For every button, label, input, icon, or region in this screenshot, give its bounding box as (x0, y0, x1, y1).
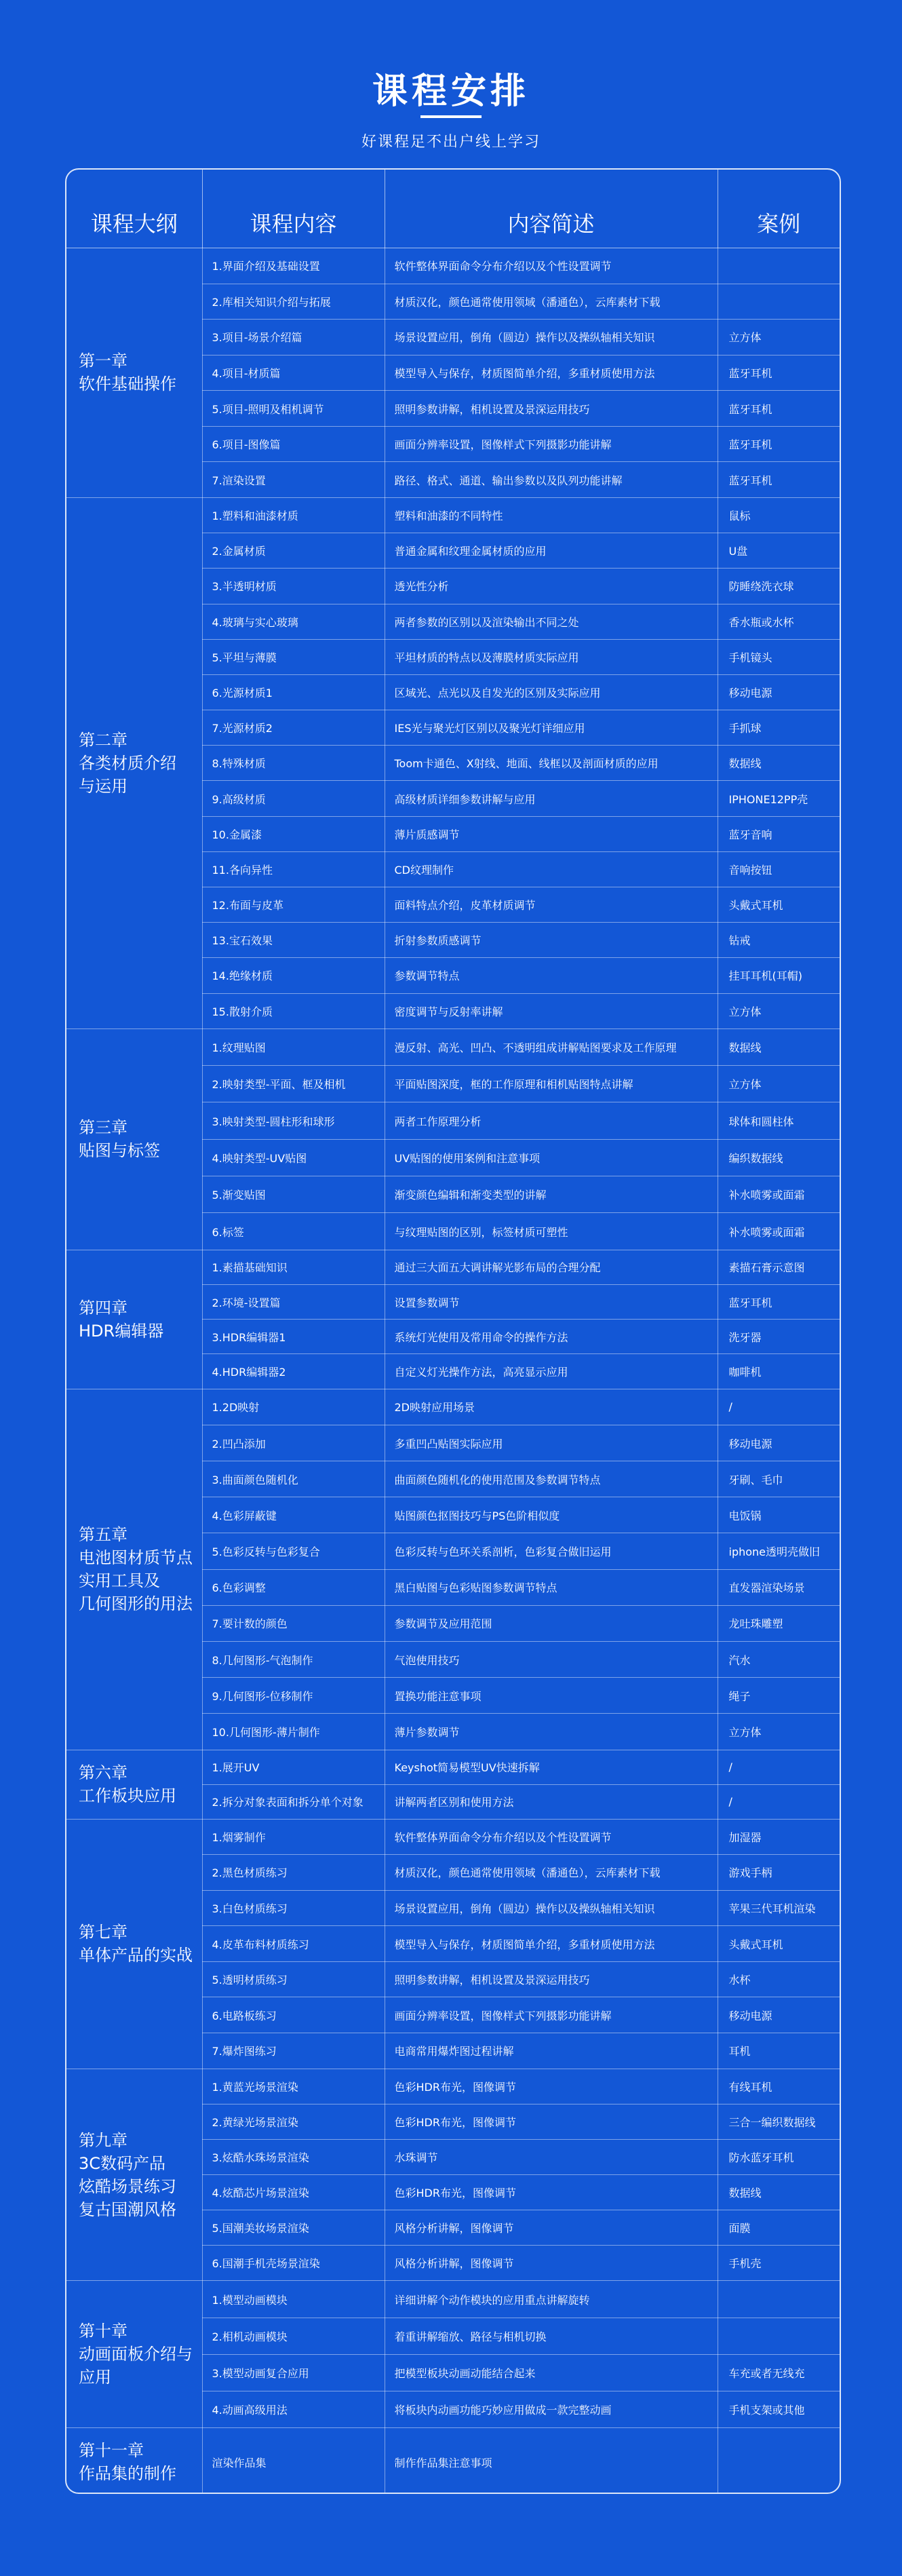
lesson-case-cell (718, 2428, 840, 2494)
lesson-content-cell: 2.环境-设置篇 (202, 1284, 385, 1319)
lesson-content-cell: 2.金属材质 (202, 533, 385, 569)
lesson-summary-cell: 面料特点介绍，皮革材质调节 (385, 887, 718, 923)
lesson-summary-cell: 着重讲解缩放、路径与相机切换 (385, 2318, 718, 2354)
lesson-summary-cell: 风格分析讲解，图像调节 (385, 2210, 718, 2246)
lesson-content-cell: 6.色彩调整 (202, 1569, 385, 1605)
lesson-content-cell: 4.玻璃与实心玻璃 (202, 604, 385, 639)
page-title: 课程安排 (372, 71, 530, 112)
lesson-content-cell: 1.烟雾制作 (202, 1819, 385, 1855)
lesson-content-cell: 2.凹凸添加 (202, 1425, 385, 1461)
chapter-title-line: 应用 (79, 2368, 111, 2387)
lesson-case-cell: 补水喷雾或面霜 (718, 1176, 840, 1213)
lesson-summary-cell: 高级材质详细参数讲解与应用 (385, 781, 718, 816)
chapter-title-line: 第四章 (79, 1298, 128, 1318)
lesson-case-cell: 移动电源 (718, 1425, 840, 1461)
lesson-content-cell: 1.纹理贴图 (202, 1029, 385, 1065)
lesson-summary-cell: 两者工作原理分析 (385, 1102, 718, 1139)
lesson-case-cell: 防睡绕洗衣球 (718, 569, 840, 604)
lesson-summary-cell: 讲解两者区别和使用方法 (385, 1784, 718, 1819)
lesson-summary-cell: 通过三大面五大调讲解光影布局的合理分配 (385, 1250, 718, 1284)
lesson-summary-cell: 贴图颜色抠图技巧与PS色阶相似度 (385, 1497, 718, 1533)
lesson-summary-cell: 设置参数调节 (385, 1284, 718, 1319)
table-body (66, 248, 840, 2495)
chapter-title-line: 3C数码产品 (79, 2153, 166, 2173)
table-header-row (66, 170, 840, 248)
lesson-content-cell: 15.散射介质 (202, 993, 385, 1029)
lesson-case-cell: 鼠标 (718, 497, 840, 533)
lesson-case-cell (718, 284, 840, 320)
lesson-case-cell: / (718, 1784, 840, 1819)
lesson-summary-cell: 曲面颜色随机化的使用范围及参数调节特点 (385, 1461, 718, 1497)
table-row (66, 1029, 840, 1065)
table-row (66, 2281, 840, 2318)
lesson-content-cell: 3.模型动画复合应用 (202, 2354, 385, 2391)
lesson-case-cell: 蓝牙耳机 (718, 1284, 840, 1319)
lesson-summary-cell: 照明参数讲解，相机设置及景深运用技巧 (385, 391, 718, 427)
lesson-case-cell: 汽水 (718, 1642, 840, 1678)
course-table-card (65, 168, 841, 2494)
lesson-content-cell: 6.光源材质1 (202, 674, 385, 710)
chapter-title-cell (66, 1029, 202, 1250)
lesson-summary-cell: 画面分辨率设置，图像样式下列摄影功能讲解 (385, 426, 718, 462)
lesson-content-cell: 1.塑料和油漆材质 (202, 497, 385, 533)
lesson-content-cell: 8.特殊材质 (202, 746, 385, 781)
lesson-content-cell: 7.爆炸图练习 (202, 2033, 385, 2069)
lesson-content-cell: 13.宝石效果 (202, 923, 385, 958)
lesson-case-cell: 移动电源 (718, 1997, 840, 2033)
lesson-content-cell: 7.渲染设置 (202, 462, 385, 498)
lesson-summary-cell: 参数调节特点 (385, 958, 718, 993)
lesson-content-cell: 11.各向异性 (202, 851, 385, 887)
lesson-content-cell: 10.几何图形-薄片制作 (202, 1714, 385, 1750)
chapter-title-cell (66, 2069, 202, 2281)
lesson-case-cell: 直发器渲染场景 (718, 1569, 840, 1605)
chapter-title-line: 工作板块应用 (79, 1786, 176, 1806)
lesson-case-cell: 香水瓶或水杯 (718, 604, 840, 639)
chapter-title-line: 各类材质介绍 (79, 753, 176, 773)
lesson-content-cell: 5.色彩反转与色彩复合 (202, 1533, 385, 1569)
table-row (66, 1389, 840, 1425)
lesson-summary-cell: 路径、格式、通道、输出参数以及队列功能讲解 (385, 462, 718, 498)
lesson-case-cell: 蓝牙音响 (718, 816, 840, 851)
lesson-case-cell: 游戏手柄 (718, 1855, 840, 1891)
lesson-summary-cell: 电商常用爆炸图过程讲解 (385, 2033, 718, 2069)
lesson-case-cell: 咖啡机 (718, 1354, 840, 1389)
lesson-content-cell: 2.映射类型-平面、框及相机 (202, 1066, 385, 1102)
lesson-content-cell: 5.渐变贴图 (202, 1176, 385, 1213)
lesson-summary-cell: 材质汉化，颜色通常使用领域（潘通色），云库素材下载 (385, 284, 718, 320)
lesson-summary-cell: 场景设置应用，倒角（圆边）操作以及操纵轴相关知识 (385, 320, 718, 355)
lesson-summary-cell: 平面贴图深度，框的工作原理和相机贴图特点讲解 (385, 1066, 718, 1102)
lesson-summary-cell: 水珠调节 (385, 2139, 718, 2174)
lesson-case-cell: 蓝牙耳机 (718, 426, 840, 462)
lesson-case-cell: 数据线 (718, 1029, 840, 1065)
lesson-summary-cell: 薄片质感调节 (385, 816, 718, 851)
chapter-title-cell (66, 1389, 202, 1750)
lesson-case-cell: 素描石膏示意图 (718, 1250, 840, 1284)
lesson-summary-cell: 漫反射、高光、凹凸、不透明组成讲解贴图要求及工作原理 (385, 1029, 718, 1065)
chapter-title-line: 第十章 (79, 2322, 128, 2341)
lesson-summary-cell: 把模型板块动画动能结合起来 (385, 2354, 718, 2391)
lesson-content-cell: 6.电路板练习 (202, 1997, 385, 2033)
lesson-content-cell: 1.黄蓝光场景渲染 (202, 2069, 385, 2104)
lesson-case-cell: 蓝牙耳机 (718, 391, 840, 427)
lesson-summary-cell: 照明参数讲解，相机设置及景深运用技巧 (385, 1961, 718, 1997)
lesson-summary-cell: 两者参数的区别以及渲染输出不同之处 (385, 604, 718, 639)
lesson-content-cell: 12.布面与皮革 (202, 887, 385, 923)
lesson-content-cell: 2.库相关知识介绍与拓展 (202, 284, 385, 320)
lesson-content-cell: 1.2D映射 (202, 1389, 385, 1425)
lesson-case-cell (718, 2318, 840, 2354)
lesson-summary-cell: 薄片参数调节 (385, 1714, 718, 1750)
lesson-case-cell: 音响按钮 (718, 851, 840, 887)
lesson-summary-cell: 气泡使用技巧 (385, 1642, 718, 1678)
lesson-summary-cell: 模型导入与保存，材质图简单介绍，多重材质使用方法 (385, 1926, 718, 1962)
lesson-content-cell: 5.项目-照明及相机调节 (202, 391, 385, 427)
lesson-content-cell: 1.展开UV (202, 1750, 385, 1784)
lesson-content-cell: 4.炫酷芯片场景渲染 (202, 2175, 385, 2210)
lesson-summary-cell: 塑料和油漆的不同特性 (385, 497, 718, 533)
lesson-summary-cell: 渐变颜色编辑和渐变类型的讲解 (385, 1176, 718, 1213)
lesson-case-cell: 编织数据线 (718, 1139, 840, 1176)
lesson-content-cell: 1.模型动画模块 (202, 2281, 385, 2318)
lesson-case-cell: 移动电源 (718, 674, 840, 710)
lesson-content-cell: 6.国潮手机壳场景渲染 (202, 2246, 385, 2281)
chapter-title-line: 与运用 (79, 776, 128, 796)
chapter-title-cell (66, 497, 202, 1029)
column-header-outline: 课程大纲 (66, 170, 202, 248)
lesson-case-cell: 立方体 (718, 320, 840, 355)
lesson-summary-cell: UV贴图的使用案例和注意事项 (385, 1139, 718, 1176)
chapter-title-cell (66, 1750, 202, 1819)
lesson-case-cell: 立方体 (718, 1714, 840, 1750)
lesson-case-cell: IPHONE12PP壳 (718, 781, 840, 816)
lesson-case-cell: 牙刷、毛巾 (718, 1461, 840, 1497)
lesson-summary-cell: 多重凹凸贴图实际应用 (385, 1425, 718, 1461)
lesson-summary-cell: 自定义灯光操作方法，高亮显示应用 (385, 1354, 718, 1389)
lesson-content-cell: 4.色彩屏蔽键 (202, 1497, 385, 1533)
lesson-summary-cell: 将板块内动画功能巧妙应用做成一款完整动画 (385, 2391, 718, 2428)
lesson-content-cell: 8.几何图形-气泡制作 (202, 1642, 385, 1678)
lesson-case-cell: 球体和圆柱体 (718, 1102, 840, 1139)
chapter-title-cell (66, 2281, 202, 2428)
lesson-summary-cell: 软件整体界面命令分布介绍以及个性设置调节 (385, 248, 718, 284)
lesson-content-cell: 14.绝缘材质 (202, 958, 385, 993)
lesson-content-cell: 10.金属漆 (202, 816, 385, 851)
column-header-case: 案例 (718, 170, 840, 248)
lesson-case-cell: 钻戒 (718, 923, 840, 958)
lesson-summary-cell: 密度调节与反射率讲解 (385, 993, 718, 1029)
lesson-case-cell: 龙吐珠雕塑 (718, 1605, 840, 1641)
lesson-content-cell: 4.动画高级用法 (202, 2391, 385, 2428)
lesson-content-cell: 5.国潮美妆场景渲染 (202, 2210, 385, 2246)
chapter-title-cell (66, 1250, 202, 1389)
lesson-case-cell: 挂耳耳机(耳帽) (718, 958, 840, 993)
lesson-content-cell: 3.炫酷水珠场景渲染 (202, 2139, 385, 2174)
chapter-title-line: 第十一章 (79, 2441, 144, 2461)
chapter-title-line: 第六章 (79, 1763, 128, 1783)
lesson-summary-cell: IES光与聚光灯区别以及聚光灯详细应用 (385, 710, 718, 746)
lesson-case-cell: 水杯 (718, 1961, 840, 1997)
lesson-content-cell: 5.透明材质练习 (202, 1961, 385, 1997)
lesson-case-cell: / (718, 1389, 840, 1425)
lesson-summary-cell: 平坦材质的特点以及薄膜材质实际应用 (385, 639, 718, 674)
lesson-content-cell: 4.皮革布料材质练习 (202, 1926, 385, 1962)
table-row (66, 2069, 840, 2104)
lesson-summary-cell: 普通金属和纹理金属材质的应用 (385, 533, 718, 569)
lesson-summary-cell: 软件整体界面命令分布介绍以及个性设置调节 (385, 1819, 718, 1855)
chapter-title-line: 第三章 (79, 1118, 128, 1138)
chapter-title-line: 第九章 (79, 2130, 128, 2150)
lesson-content-cell: 9.几何图形-位移制作 (202, 1678, 385, 1714)
lesson-case-cell: 数据线 (718, 2175, 840, 2210)
lesson-summary-cell: 色彩HDR布光，图像调节 (385, 2069, 718, 2104)
lesson-content-cell: 3.半透明材质 (202, 569, 385, 604)
lesson-case-cell: iphone透明壳做旧 (718, 1533, 840, 1569)
chapter-title-line: 电池图材质节点 (79, 1548, 193, 1568)
lesson-summary-cell: 2D映射应用场景 (385, 1389, 718, 1425)
chapter-title-line: HDR编辑器 (79, 1321, 164, 1341)
lesson-case-cell: 防水蓝牙耳机 (718, 2139, 840, 2174)
lesson-content-cell: 4.项目-材质篇 (202, 355, 385, 391)
lesson-case-cell: U盘 (718, 533, 840, 569)
chapter-title-line: 单体产品的实战 (79, 1946, 193, 1965)
lesson-case-cell: 数据线 (718, 746, 840, 781)
chapter-title-line: 动画面板介绍与 (79, 2345, 193, 2364)
lesson-content-cell: 2.相机动画模块 (202, 2318, 385, 2354)
lesson-case-cell: / (718, 1750, 840, 1784)
lesson-summary-cell: 色彩反转与色环关系剖析，色彩复合做旧运用 (385, 1533, 718, 1569)
lesson-case-cell: 立方体 (718, 1066, 840, 1102)
lesson-case-cell: 车充或者无线充 (718, 2354, 840, 2391)
chapter-title-cell (66, 1819, 202, 2069)
lesson-summary-cell: 参数调节及应用范围 (385, 1605, 718, 1641)
chapter-title-cell (66, 2428, 202, 2494)
lesson-content-cell: 2.拆分对象表面和拆分单个对象 (202, 1784, 385, 1819)
lesson-case-cell: 绳子 (718, 1678, 840, 1714)
table-row (66, 248, 840, 284)
page-subtitle: 好课程足不出户线上学习 (361, 134, 541, 151)
chapter-title-line: 第一章 (79, 351, 128, 371)
lesson-content-cell: 4.映射类型-UV贴图 (202, 1139, 385, 1176)
lesson-content-cell: 6.项目-图像篇 (202, 426, 385, 462)
lesson-summary-cell: 场景设置应用，倒角（圆边）操作以及操纵轴相关知识 (385, 1890, 718, 1926)
lesson-case-cell: 电饭锅 (718, 1497, 840, 1533)
lesson-summary-cell: Keyshot简易模型UV快速拆解 (385, 1750, 718, 1784)
lesson-case-cell: 耳机 (718, 2033, 840, 2069)
lesson-summary-cell: 模型导入与保存，材质图简单介绍，多重材质使用方法 (385, 355, 718, 391)
table-row (66, 1819, 840, 1855)
lesson-content-cell: 6.标签 (202, 1213, 385, 1250)
course-table (66, 170, 840, 2494)
lesson-case-cell: 手机支架或其他 (718, 2391, 840, 2428)
lesson-summary-cell: 材质汉化，颜色通常使用领域（潘通色），云库素材下载 (385, 1855, 718, 1891)
lesson-content-cell: 5.平坦与薄膜 (202, 639, 385, 674)
lesson-case-cell: 蓝牙耳机 (718, 355, 840, 391)
lesson-content-cell: 渲染作品集 (202, 2428, 385, 2494)
lesson-case-cell: 头戴式耳机 (718, 1926, 840, 1962)
chapter-title-line: 第二章 (79, 730, 128, 750)
table-row (66, 1250, 840, 1284)
lesson-content-cell: 9.高级材质 (202, 781, 385, 816)
lesson-case-cell: 三合一编织数据线 (718, 2104, 840, 2139)
column-header-content: 课程内容 (202, 170, 385, 248)
lesson-case-cell: 洗牙器 (718, 1320, 840, 1354)
chapter-title-line: 炫酷场景练习 (79, 2176, 176, 2196)
chapter-title-line: 复古国潮风格 (79, 2199, 176, 2219)
lesson-case-cell: 有线耳机 (718, 2069, 840, 2104)
lesson-content-cell: 3.白色材质练习 (202, 1890, 385, 1926)
lesson-summary-cell: 画面分辨率设置，图像样式下列摄影功能讲解 (385, 1997, 718, 2033)
lesson-summary-cell: 详细讲解个动作模块的应用重点讲解旋转 (385, 2281, 718, 2318)
chapter-title-line: 几何图形的用法 (79, 1594, 193, 1614)
chapter-title-line: 第七章 (79, 1923, 128, 1942)
lesson-case-cell: 补水喷雾或面霜 (718, 1213, 840, 1250)
lesson-summary-cell: Toom卡通色、X射线、地面、线框以及剖面材质的应用 (385, 746, 718, 781)
lesson-summary-cell: CD纹理制作 (385, 851, 718, 887)
lesson-content-cell: 2.黄绿光场景渲染 (202, 2104, 385, 2139)
lesson-case-cell: 手抓球 (718, 710, 840, 746)
chapter-title-line: 实用工具及 (79, 1571, 160, 1591)
lesson-summary-cell: 制作作品集注意事项 (385, 2428, 718, 2494)
lesson-content-cell: 3.HDR编辑器1 (202, 1320, 385, 1354)
chapter-title-cell (66, 248, 202, 498)
lesson-case-cell: 手机壳 (718, 2246, 840, 2281)
title-underline (420, 115, 482, 118)
lesson-case-cell: 蓝牙耳机 (718, 462, 840, 498)
chapter-title-line: 作品集的制作 (79, 2464, 176, 2484)
lesson-case-cell: 面膜 (718, 2210, 840, 2246)
lesson-content-cell: 3.映射类型-圆柱形和球形 (202, 1102, 385, 1139)
lesson-summary-cell: 折射参数质感调节 (385, 923, 718, 958)
lesson-case-cell: 立方体 (718, 993, 840, 1029)
lesson-summary-cell: 与纹理贴图的区别，标签材质可塑性 (385, 1213, 718, 1250)
lesson-summary-cell: 区域光、点光以及自发光的区别及实际应用 (385, 674, 718, 710)
lesson-summary-cell: 色彩HDR布光，图像调节 (385, 2175, 718, 2210)
lesson-summary-cell: 透光性分析 (385, 569, 718, 604)
lesson-content-cell: 1.界面介绍及基础设置 (202, 248, 385, 284)
lesson-case-cell: 手机镜头 (718, 639, 840, 674)
table-row (66, 1750, 840, 1784)
column-header-summary: 内容简述 (385, 170, 718, 248)
table-row (66, 2428, 840, 2494)
chapter-title-line: 第五章 (79, 1525, 128, 1545)
lesson-summary-cell: 黑白贴图与色彩贴图参数调节特点 (385, 1569, 718, 1605)
lesson-case-cell (718, 248, 840, 284)
lesson-summary-cell: 系统灯光使用及常用命令的操作方法 (385, 1320, 718, 1354)
chapter-title-line: 软件基础操作 (79, 374, 176, 394)
lesson-content-cell: 3.曲面颜色随机化 (202, 1461, 385, 1497)
lesson-content-cell: 4.HDR编辑器2 (202, 1354, 385, 1389)
chapter-title-line: 贴图与标签 (79, 1141, 160, 1161)
lesson-content-cell: 3.项目-场景介绍篇 (202, 320, 385, 355)
lesson-content-cell: 7.要计数的颜色 (202, 1605, 385, 1641)
table-row (66, 497, 840, 533)
lesson-case-cell: 加湿器 (718, 1819, 840, 1855)
lesson-summary-cell: 色彩HDR布光，图像调节 (385, 2104, 718, 2139)
lesson-summary-cell: 置换功能注意事项 (385, 1678, 718, 1714)
lesson-case-cell: 苹果三代耳机渲染 (718, 1890, 840, 1926)
lesson-content-cell: 7.光源材质2 (202, 710, 385, 746)
lesson-summary-cell: 风格分析讲解，图像调节 (385, 2246, 718, 2281)
lesson-case-cell (718, 2281, 840, 2318)
lesson-content-cell: 2.黑色材质练习 (202, 1855, 385, 1891)
lesson-case-cell: 头戴式耳机 (718, 887, 840, 923)
lesson-content-cell: 1.素描基础知识 (202, 1250, 385, 1284)
